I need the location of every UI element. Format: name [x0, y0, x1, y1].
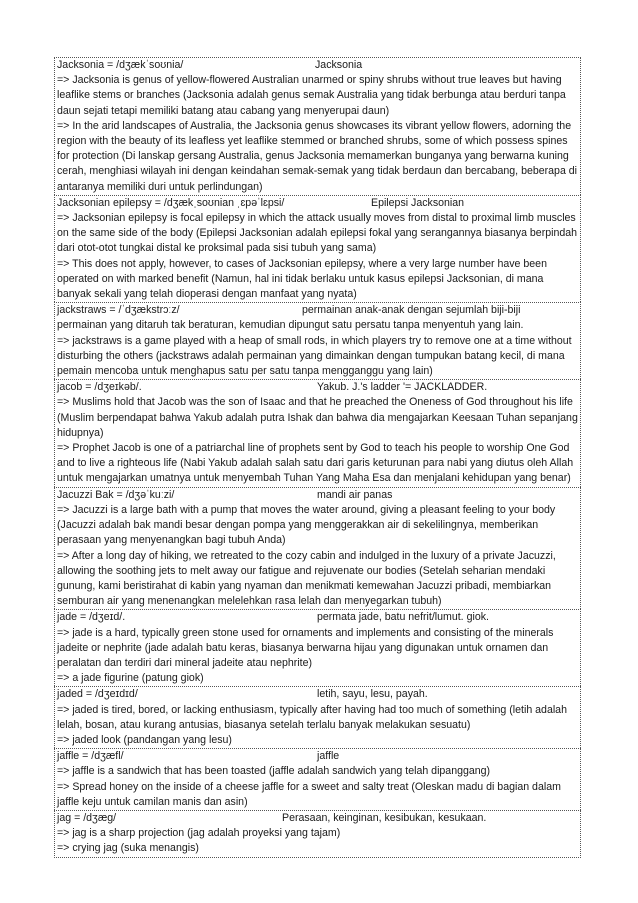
entry-header [57, 303, 578, 318]
dictionary-entry [54, 748, 581, 810]
dictionary-entry [54, 487, 581, 610]
entry-meaning: Jacksonia [315, 59, 363, 71]
entry-header [57, 610, 578, 625]
entry-line: => Jacksonia is genus of yellow-flowered Australian unarmed or spiny shrubs without true leaves but having leaflike stems or branches (Jacksonia adalah genus semak Australia yang tidak berbunga atau berduri tanpa daun sejati tetapi memiliki batang atau cabang yang menyerupai daun) [57, 74, 566, 117]
entry-line: => After a long day of hiking, we retreated to the cozy cabin and indulged in the luxury of a private Jacuzzi, allowing the soothing jets to melt away our fatigue and rejuvenate our bodies (Setelah seharian mendaki gunung, kami beristirahat di kabin yang nyaman dan menikmati kemewahan Jacuzzi pribadi, membiarkan semburan air yang menenangkan melelehkan rasa lelah dan menyegarkan tubuh) [57, 549, 556, 608]
dictionary-entry [54, 609, 581, 686]
entry-meaning: jaffle [317, 750, 340, 763]
dictionary-entry [54, 195, 581, 302]
entry-line: permainan yang ditaruh tak beraturan, kemudian dipungut satu persatu tanpa menyentuh yang lain. [57, 319, 524, 332]
entry-term: jaffle = /dʒæfl/ [57, 750, 124, 763]
entry-line: => a jade figurine (patung giok) [57, 672, 204, 685]
entry-term: jade = /dʒeɪd/. [57, 611, 126, 624]
entry-term: Jacksonia = /dʒækˈsoʊnia/ [57, 59, 184, 71]
entry-line: => This does not apply, however, to cases of Jacksonian epilepsy, where a very large number have been operated on with marked benefit (Namun, hal ini tidak berlaku untuk kasus epilepsi Jacksonian, di mana banyak sekali yang telah dioperasi dengan manfaat yang nyata) [57, 257, 547, 301]
entry-line: => jade is a hard, typically green stone used for ornaments and implements and consisting of the minerals jadeite or nephrite (jade adalah batu keras, biasanya berwarna hijau yang digunakan untuk ornamen dan peralatan dan terdiri dari mineral jadeite atau nephrite) [57, 626, 554, 669]
entry-term: jacob = /dʒeɪkəb/. [57, 381, 142, 394]
entry-line: => Prophet Jacob is one of a patriarchal line of prophets sent by God to teach his people to worship One God and to live a righteous life (Nabi Yakub adalah salah satu dari garis keturunan para nabi yang diutus oleh Allah untuk mengajarkan umatnya untuk menyembah Tuhan Yang Maha Esa dan menjalani kehidupan yang benar) [57, 442, 574, 485]
dictionary-page [54, 57, 581, 858]
entry-meaning: Yakub. J.'s ladder '= JACKLADDER. [317, 381, 488, 394]
entry-header [57, 380, 578, 395]
entry-line: => In the arid landscapes of Australia, the Jacksonia genus showcases its vibrant yellow flowers, adorning the region with the beauty of its leafless yet leaflike stemmed or branched shrubs, some of which possess spines for protection (Di lanskap gersang Australia, genus Jacksonia memamerkan bunganya yang berwarna kuning cerah, menghiasi wilayah ini dengan keindahan semak-semak yang tidak berdaun dan bercabang, beberapa di antaranya memiliki duri untuk perlindungan) [57, 119, 578, 193]
dictionary-entry [54, 810, 581, 858]
entry-term: Jacksonian epilepsy = /dʒækˌsoʊnian ˌɛpəˈlɛpsi/ [57, 196, 285, 209]
entry-term: jag = /dʒæg/ [57, 811, 117, 824]
entry-line: => crying jag (suka menangis) [57, 842, 199, 855]
entry-line: => jag is a sharp projection (jag adalah proyeksi yang tajam) [57, 827, 341, 840]
entry-meaning: mandi air panas [317, 488, 393, 501]
entry-meaning: letih, sayu, lesu, payah. [317, 688, 428, 701]
entry-meaning: Perasaan, keinginan, kesibukan, kesukaan. [282, 811, 487, 824]
entry-term: jaded = /dʒeɪdɪd/ [57, 688, 138, 701]
entry-header [57, 811, 578, 826]
entry-line: => Muslims hold that Jacob was the son of Isaac and that he preached the Oneness of God throughout his life (Muslim berpendapat bahwa Yakub adalah putra Ishak dan bahwa dia mengajarkan Keesaan Tuhan sepanjang hidupnya) [57, 396, 578, 439]
entry-line: => Jacuzzi is a large bath with a pump that moves the water around, giving a pleasant feeling to your body (Jacuzzi adalah bak mandi besar dengan pompa yang menggerakkan air di sekelilingnya, memberikan perasaan yang menyenangkan bagi tubuh Anda) [57, 503, 556, 547]
entry-header [57, 488, 578, 503]
dictionary-entry [54, 379, 581, 486]
entry-header [57, 687, 578, 702]
entry-term: jackstraws = /ˈdʒækstrɔːz/ [57, 304, 180, 317]
entry-line: => Jacksonian epilepsy is focal epilepsy in which the attack usually moves from distal to proximal limb muscles on the same side of the body (Epilepsi Jacksonian adalah epilepsi fokal yang serangannya biasanya berpindah dari otot-otot tungkai distal ke proksimal pada sisi tubuh yang sama) [57, 212, 578, 255]
entry-meaning: Epilepsi Jacksonian [371, 196, 465, 209]
entry-meaning: permata jade, batu nefrit/lumut. giok. [317, 611, 489, 624]
entry-line: => jackstraws is a game played with a heap of small rods, in which players try to remove one at a time without disturbing the others (jackstraws adalah permainan yang dimainkan dengan tumpukan batang kecil, di mana pemain mencoba untuk menghapus satu per satu tanpa mengganggu yang lain) [57, 334, 572, 378]
entry-term: Jacuzzi Bak = /dʒəˈkuːzi/ [57, 488, 175, 501]
entry-line: => jaded is tired, bored, or lacking enthusiasm, typically after having had too much of something (letih adalah lelah, bosan, atau kurang antusias, biasanya setelah terlalu banyak melakukan sesuatu) [57, 703, 567, 731]
entry-line: => jaded look (pandangan yang lesu) [57, 733, 232, 746]
entry-header [57, 58, 578, 73]
entry-line: => Spread honey on the inside of a cheese jaffle for a sweet and salty treat (Oleskan madu di bagian dalam jaffle keju untuk camilan manis dan asin) [57, 780, 561, 808]
dictionary-entry [54, 686, 581, 748]
entry-line: => jaffle is a sandwich that has been toasted (jaffle adalah sandwich yang telah dipanggang) [57, 765, 491, 778]
dictionary-entry [54, 302, 581, 379]
entry-header [57, 196, 578, 211]
entry-header [57, 749, 578, 764]
entry-meaning: permainan anak-anak dengan sejumlah biji-biji [302, 304, 521, 317]
dictionary-entry [54, 57, 581, 195]
